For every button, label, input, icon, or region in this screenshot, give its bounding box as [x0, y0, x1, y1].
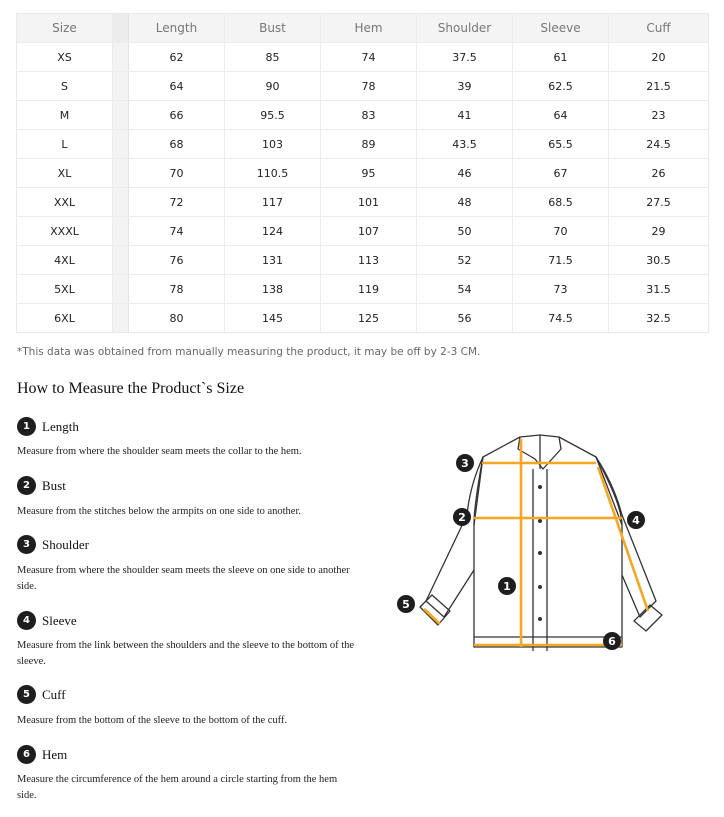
measurement-cell: 103	[225, 130, 321, 159]
measurement-cell: 145	[225, 304, 321, 333]
header-size: Size	[17, 14, 113, 43]
measurement-cell: 27.5	[609, 188, 709, 217]
measurement-cell: 48	[417, 188, 513, 217]
frozen-column-divider	[113, 130, 129, 159]
number-badge: 4	[17, 611, 36, 630]
measurement-cell: 85	[225, 43, 321, 72]
size-label-cell: XXXL	[17, 217, 113, 246]
guide-item-cuff-heading	[17, 685, 66, 704]
guide-item-description: Measure from the link between the shoulders and the sleeve to the bottom of the sleeve.	[17, 640, 355, 667]
measurement-cell: 72	[129, 188, 225, 217]
measurement-lines	[424, 439, 648, 647]
measurement-cell: 117	[225, 188, 321, 217]
measurement-cell: 26	[609, 159, 709, 188]
button-dot	[538, 551, 542, 555]
marker-6	[603, 632, 621, 650]
table-row	[17, 275, 709, 304]
size-label-cell: L	[17, 130, 113, 159]
header-shoulder: Shoulder	[417, 14, 513, 43]
measurement-cell: 95.5	[225, 101, 321, 130]
frozen-column-divider	[113, 188, 129, 217]
table-row	[17, 72, 709, 101]
marker-5	[397, 595, 415, 613]
measurement-cell: 76	[129, 246, 225, 275]
table-row	[17, 43, 709, 72]
measurement-cell: 43.5	[417, 130, 513, 159]
shirt-buttons	[538, 485, 542, 621]
measurement-cell: 70	[513, 217, 609, 246]
measurement-cell: 32.5	[646, 311, 671, 325]
measurement-cell: 107	[321, 217, 417, 246]
table-row	[17, 246, 709, 275]
svg-text:4: 4	[632, 514, 640, 527]
guide-item-title: Length	[42, 418, 79, 434]
svg-text:5: 5	[402, 598, 410, 611]
svg-text:6: 6	[608, 635, 616, 648]
measurement-cell: 39	[417, 72, 513, 101]
measurement-cell: 67	[513, 159, 609, 188]
measurement-cell: 37.5	[417, 43, 513, 72]
size-label-cell: 4XL	[17, 246, 113, 275]
table-row	[17, 304, 709, 333]
guide-item-title: Cuff	[42, 686, 66, 702]
size-label-cell: S	[17, 72, 113, 101]
measurement-cell: 56	[417, 304, 513, 333]
button-dot	[538, 617, 542, 621]
frozen-column-divider	[113, 217, 129, 246]
measurement-cell: 52	[417, 246, 513, 275]
measurement-cell: 64	[129, 72, 225, 101]
guide-item-sleeve-heading	[17, 611, 77, 630]
header-length: Length	[129, 14, 225, 43]
guide-item-description: Measure from where the shoulder seam meets the sleeve on one side to another side.	[17, 565, 350, 592]
measurement-cell: 124	[225, 217, 321, 246]
measurement-cell: 41	[417, 101, 513, 130]
measurement-cell: 30.5	[609, 246, 709, 275]
header-sleeve: Sleeve	[513, 14, 609, 43]
measurement-cell: 50	[417, 217, 513, 246]
table-header-row	[17, 14, 709, 43]
guide-item-description: Measure from the bottom of the sleeve to the bottom of the cuff.	[17, 715, 288, 726]
measurement-cell: 68.5	[513, 188, 609, 217]
guide-title: How to Measure the Product`s Size	[17, 380, 245, 397]
measurement-cell: 113	[321, 246, 417, 275]
guide-item-title: Shoulder	[42, 536, 89, 552]
number-badge: 1	[17, 417, 36, 436]
measurement-cell: 74	[129, 217, 225, 246]
table-row	[17, 159, 709, 188]
frozen-column-divider	[113, 304, 129, 333]
size-label-cell: M	[17, 101, 113, 130]
measurement-cell: 78	[129, 275, 225, 304]
measurement-cell: 90	[225, 72, 321, 101]
measurement-cell: 20	[609, 43, 709, 72]
measurement-cell: 73	[513, 275, 609, 304]
measurement-cell: 54	[417, 275, 513, 304]
measurement-cell: 83	[321, 101, 417, 130]
measurement-cell: 31.5	[609, 275, 709, 304]
frozen-column-divider	[113, 43, 129, 72]
guide-item-title: Hem	[42, 746, 68, 762]
table-row	[17, 188, 709, 217]
frozen-column-divider	[113, 101, 129, 130]
marker-2	[453, 508, 471, 526]
measurement-cell: 61	[513, 43, 609, 72]
measurement-cell: 138	[225, 275, 321, 304]
table-row	[17, 101, 709, 130]
size-label-cell: 6XL	[17, 304, 113, 333]
measurement-cell: 23	[609, 101, 709, 130]
header-hem: Hem	[321, 14, 417, 43]
size-table	[16, 13, 709, 333]
measurement-cell: 62.5	[513, 72, 609, 101]
table-row	[17, 130, 709, 159]
table-row	[17, 217, 709, 246]
measurement-note: *This data was obtained from manually measuring the product, it may be off by 2-3 CM.	[17, 346, 481, 358]
number-badge: 2	[17, 476, 36, 495]
measurement-cell: 71.5	[513, 246, 609, 275]
size-label-cell: XL	[17, 159, 113, 188]
guide-item-title: Bust	[42, 477, 66, 493]
guide-item-description: Measure from the stitches below the armpits on one side to another.	[17, 506, 302, 517]
button-dot	[538, 519, 542, 523]
measurement-cell: 68	[129, 130, 225, 159]
button-dot	[538, 485, 542, 489]
number-badge: 6	[17, 745, 36, 764]
marker-3	[456, 454, 474, 472]
guide-item-length-heading	[17, 417, 79, 436]
measurement-cell: 24.5	[609, 130, 709, 159]
measurement-cell: 46	[417, 159, 513, 188]
guide-item-title: Sleeve	[42, 612, 77, 628]
size-label-cell: XXL	[17, 188, 113, 217]
measurement-cell: 101	[321, 188, 417, 217]
header-cuff: Cuff	[609, 14, 709, 43]
shirt-placket	[533, 469, 547, 651]
measurement-cell: 66	[129, 101, 225, 130]
guide-item-shoulder-heading	[17, 535, 89, 554]
measurement-cell: 125	[321, 304, 417, 333]
measurement-cell: 74	[321, 43, 417, 72]
number-badge: 5	[17, 685, 36, 704]
svg-text:3: 3	[461, 457, 469, 470]
marker-1	[498, 577, 516, 595]
number-badge: 3	[17, 535, 36, 554]
header-bust: Bust	[225, 14, 321, 43]
shirt-armhole-seams	[474, 457, 622, 525]
size-label-cell: 5XL	[17, 275, 113, 304]
guide-item-description: Measure the circumference of the hem around a circle starting from the hem side.	[17, 774, 338, 801]
measurement-cell: 62	[129, 43, 225, 72]
marker-4	[627, 511, 645, 529]
measurement-cell: 95	[321, 159, 417, 188]
button-dot	[538, 585, 542, 589]
frozen-column-divider	[113, 275, 129, 304]
svg-text:2: 2	[458, 511, 466, 524]
measurement-cell: 29	[609, 217, 709, 246]
measurement-cell: 70	[129, 159, 225, 188]
shirt-measurement-diagram	[390, 425, 670, 660]
measurement-cell: 131	[225, 246, 321, 275]
guide-item-bust-heading	[17, 476, 66, 495]
measurement-cell: 78	[321, 72, 417, 101]
measurement-cell: 65.5	[513, 130, 609, 159]
measurement-cell: 21.5	[609, 72, 709, 101]
size-label-cell: XS	[17, 43, 113, 72]
frozen-column-divider	[113, 14, 129, 43]
measurement-cell: 119	[321, 275, 417, 304]
guide-item-description: Measure from where the shoulder seam meets the collar to the hem.	[17, 446, 302, 457]
frozen-column-divider	[113, 246, 129, 275]
measurement-cell: 110.5	[225, 159, 321, 188]
measurement-cell: 89	[321, 130, 417, 159]
guide-item-hem-heading	[17, 745, 67, 764]
sleeve-line	[598, 467, 648, 611]
svg-text:1: 1	[503, 580, 511, 593]
frozen-column-divider	[113, 159, 129, 188]
measurement-cell: 80	[129, 304, 225, 333]
measurement-cell: 64	[513, 101, 609, 130]
frozen-column-divider	[113, 72, 129, 101]
measurement-cell: 74.5	[513, 304, 609, 333]
